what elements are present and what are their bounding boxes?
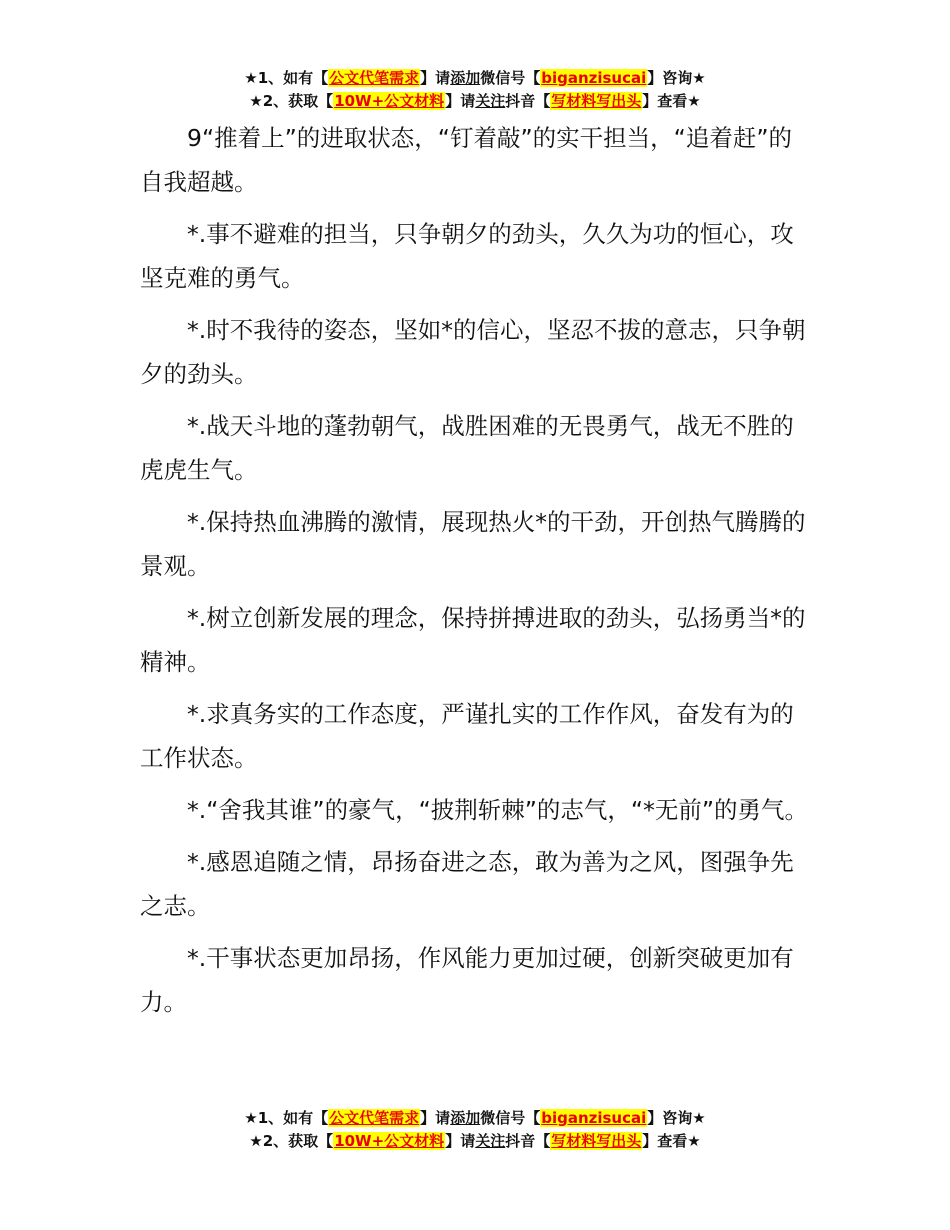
underlined-add: 添加 <box>450 1109 481 1127</box>
document-body <box>140 116 812 1032</box>
paragraph: *.保持热血沸腾的激情，展现热火*的干劲，开创热气腾腾的景观。 <box>140 508 806 580</box>
banner-text: 】咨询★ <box>647 1109 706 1127</box>
highlight-wechat-id: biganzisucai <box>541 69 647 87</box>
header-line-2 <box>0 90 950 113</box>
underlined-add: 添加 <box>450 69 481 87</box>
underlined-follow: 关注 <box>475 1132 506 1150</box>
banner-text: 】请 <box>445 1132 476 1150</box>
paragraph: *.感恩追随之情，昂扬奋进之态，敢为善为之风，图强争先之志。 <box>140 848 794 920</box>
banner-text: 抖音【 <box>505 92 551 110</box>
banner-text: 】请 <box>420 69 451 87</box>
banner-text: 】咨询★ <box>647 69 706 87</box>
banner-text: 微信号【 <box>480 69 541 87</box>
footer-banner <box>0 1107 950 1153</box>
highlight-ghostwriting: 公文代笔需求 <box>329 1109 420 1127</box>
banner-text: 微信号【 <box>480 1109 541 1127</box>
footer-line-1 <box>0 1107 950 1130</box>
header-line-1 <box>0 67 950 90</box>
banner-text: ★1、如有【 <box>244 1109 329 1127</box>
underlined-follow: 关注 <box>475 92 506 110</box>
banner-text: 抖音【 <box>505 1132 551 1150</box>
banner-text: 】请 <box>445 92 476 110</box>
paragraph: *.干事状态更加昂扬，作风能力更加过硬，创新突破更加有力。 <box>140 944 794 1016</box>
highlight-douyin-account: 写材料写出头 <box>551 92 642 110</box>
banner-text: ★2、获取【 <box>249 1132 334 1150</box>
banner-text: 】查看★ <box>642 1132 701 1150</box>
highlight-douyin-account: 写材料写出头 <box>551 1132 642 1150</box>
highlight-ghostwriting: 公文代笔需求 <box>329 69 420 87</box>
highlight-materials: 10W+公文材料 <box>334 92 445 110</box>
footer-line-2 <box>0 1130 950 1153</box>
highlight-materials: 10W+公文材料 <box>334 1132 445 1150</box>
paragraph: *.事不避难的担当，只争朝夕的劲头，久久为功的恒心，攻坚克难的勇气。 <box>140 220 794 292</box>
highlight-wechat-id: biganzisucai <box>541 1109 647 1127</box>
paragraph: *.“舍我其谁”的豪气，“披荆斩棘”的志气，“*无前”的勇气。 <box>187 796 809 824</box>
paragraph: *.战天斗地的蓬勃朝气，战胜困难的无畏勇气，战无不胜的虎虎生气。 <box>140 412 794 484</box>
banner-text: 】查看★ <box>642 92 701 110</box>
banner-text: 】请 <box>420 1109 451 1127</box>
paragraph: *.树立创新发展的理念，保持拼搏进取的劲头，弘扬勇当*的精神。 <box>140 604 806 676</box>
header-banner <box>0 67 950 113</box>
paragraph: 9“推着上”的进取状态，“钉着敲”的实干担当，“追着赶”的自我超越。 <box>140 124 792 196</box>
paragraph: *.求真务实的工作态度，严谨扎实的工作作风，奋发有为的工作状态。 <box>140 700 794 772</box>
paragraph: *.时不我待的姿态，坚如*的信心，坚忍不拔的意志，只争朝夕的劲头。 <box>140 316 806 388</box>
banner-text: ★2、获取【 <box>249 92 334 110</box>
banner-text: ★1、如有【 <box>244 69 329 87</box>
